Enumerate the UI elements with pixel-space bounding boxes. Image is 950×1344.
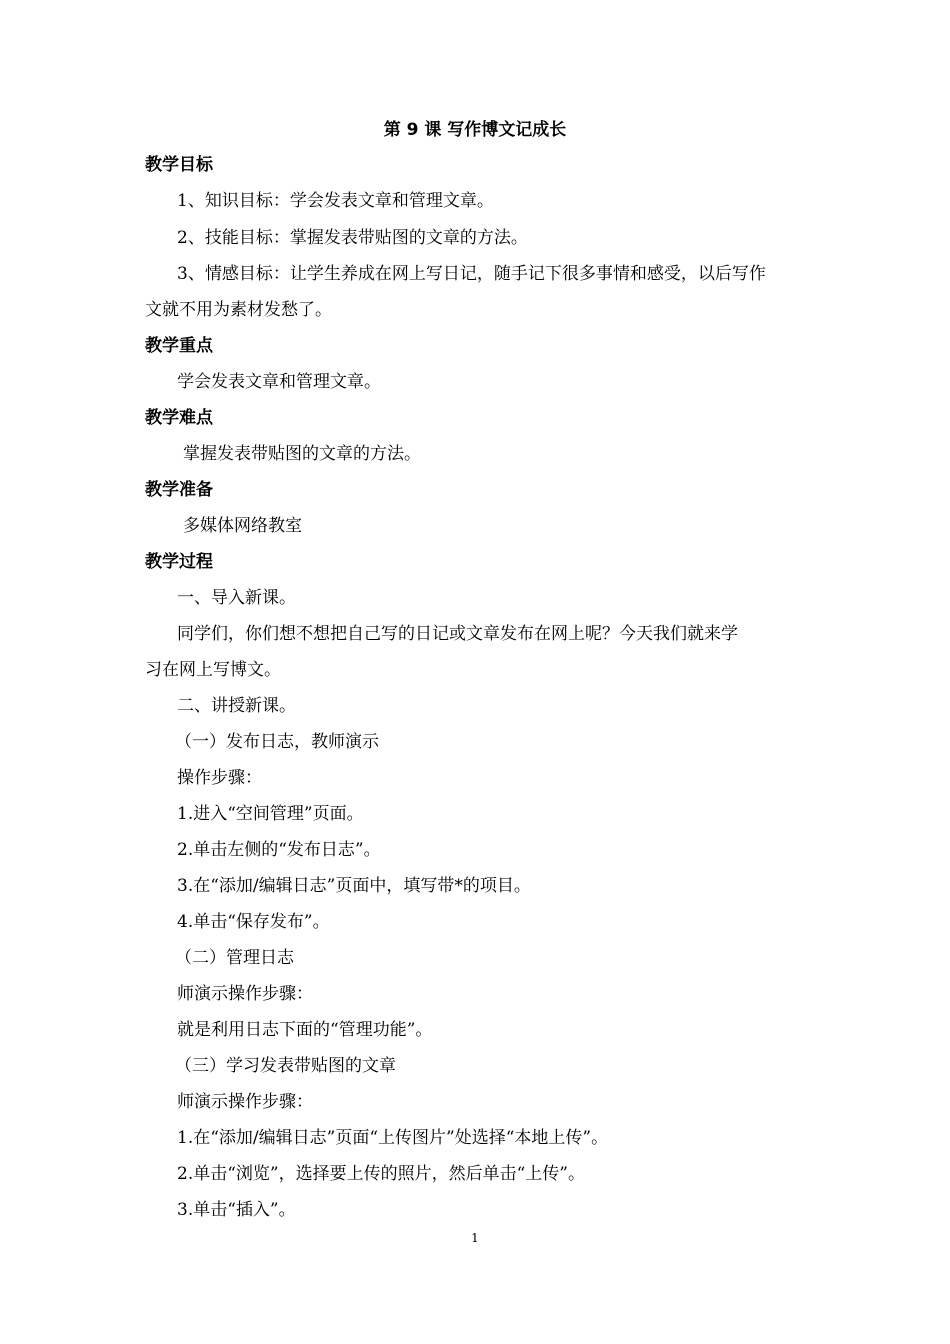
process-demo-label-2: 师演示操作步骤：	[177, 1092, 313, 1112]
goal-skill: 2、技能目标：掌握发表带贴图的文章的方法。	[177, 228, 528, 248]
heading-preparation: 教学准备	[145, 480, 213, 500]
heading-process: 教学过程	[145, 552, 213, 572]
process-step-3: 3.在“添加/编辑日志”页面中，填写带*的项目。	[177, 876, 531, 896]
process-steps-label: 操作步骤：	[177, 768, 262, 788]
process-part1-title: （一）发布日志，教师演示	[175, 732, 379, 752]
lesson-title: 第 9 课 写作博文记成长	[383, 120, 567, 140]
process-demo-label-1: 师演示操作步骤：	[177, 984, 313, 1004]
page-number: 1	[471, 1231, 479, 1245]
process-step-2: 2.单击左侧的“发布日志”。	[177, 840, 381, 860]
heading-teaching-goals: 教学目标	[145, 155, 213, 175]
process-manage-text: 就是利用日志下面的“管理功能”。	[177, 1020, 433, 1040]
process-step-1: 1.进入“空间管理”页面。	[177, 804, 364, 824]
heading-difficulties: 教学难点	[145, 408, 213, 428]
process-new-lesson: 二、讲授新课。	[177, 696, 296, 716]
process-part3-step-2: 2.单击“浏览”，选择要上传的照片，然后单击“上传”。	[177, 1164, 585, 1184]
preparation-text: 多媒体网络教室	[183, 516, 302, 536]
goal-emotion-line2: 文就不用为素材发愁了。	[145, 300, 332, 320]
process-step-4: 4.单击“保存发布”。	[177, 912, 330, 932]
heading-key-points: 教学重点	[145, 336, 213, 356]
process-intro: 一、导入新课。	[177, 588, 296, 608]
process-part3-title: （三）学习发表带贴图的文章	[175, 1056, 396, 1076]
difficulties-text: 掌握发表带贴图的文章的方法。	[183, 444, 421, 464]
process-part3-step-3: 3.单击“插入”。	[177, 1200, 296, 1220]
process-intro-text-line1: 同学们，你们想不想把自己写的日记或文章发布在网上呢？今天我们就来学	[177, 624, 738, 644]
goal-emotion-line1: 3、情感目标：让学生养成在网上写日记，随手记下很多事情和感受，以后写作	[177, 264, 766, 284]
goal-knowledge: 1、知识目标：学会发表文章和管理文章。	[177, 191, 494, 211]
process-part2-title: （二）管理日志	[175, 948, 294, 968]
process-intro-text-line2: 习在网上写博文。	[145, 660, 281, 680]
process-part3-step-1: 1.在“添加/编辑日志”页面“上传图片”处选择“本地上传”。	[177, 1128, 609, 1148]
key-points-text: 学会发表文章和管理文章。	[177, 372, 381, 392]
